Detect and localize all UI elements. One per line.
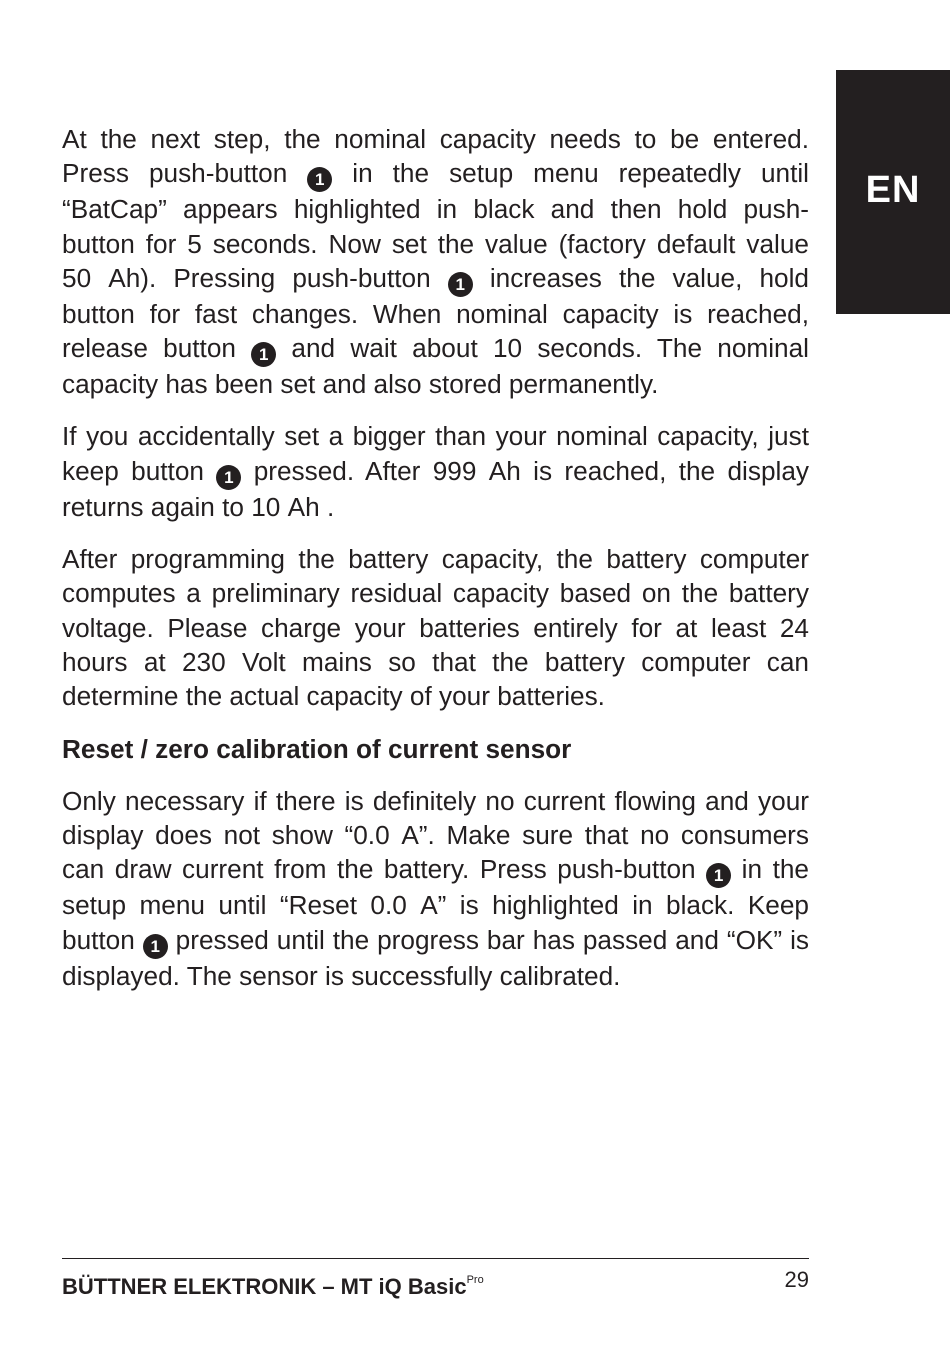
page-content xyxy=(62,122,809,1011)
text-segment: Only necessary if there is definitely no current flowing and your display does not show “0.0 A”. Make sure that no consumers can draw current from the battery. Press push-button xyxy=(62,785,809,885)
button-one-icon: 1 xyxy=(448,272,473,297)
footer-brand xyxy=(62,1266,484,1301)
paragraph-after-programming: After programming the battery capacity, the battery computer computes a preliminary residual capacity based on the battery voltage. Please charge your batteries entirely for at least 24 hours at 230 Volt mains so that the battery computer can determine the actual capacity of your batteries. xyxy=(62,544,809,712)
paragraph-capacity-overflow xyxy=(62,419,809,524)
text-segment: pressed until the progress bar has passed and “OK” is displayed. The sensor is successfully calibrated. xyxy=(62,924,809,991)
paragraph-zero-calibration xyxy=(62,784,809,993)
text-segment: in the setup menu until “Reset 0.0 A” is highlighted in black. Keep button xyxy=(62,854,810,955)
button-one-icon: 1 xyxy=(251,342,276,367)
button-one-icon: 1 xyxy=(307,167,332,192)
footer-brand-superscript: Pro xyxy=(466,1274,484,1286)
section-heading: Reset / zero calibration of current sensor xyxy=(62,733,572,764)
button-one-icon: 1 xyxy=(216,465,241,490)
button-one-icon: 1 xyxy=(143,934,168,959)
text-segment: If you accidentally set a bigger than your nominal capacity, just keep button xyxy=(62,421,809,486)
text-segment: in the setup menu repeatedly until “BatCap” appears highlighted in black and then hold push-button for 5 seconds. Now set the value (factory default value 50 Ah). Pressing push-button xyxy=(62,158,809,293)
footer-brand-text: BÜTTNER ELEKTRONIK – MT iQ Basic xyxy=(62,1274,467,1299)
language-tab xyxy=(836,70,950,314)
text-segment: At the next step, the nominal capacity needs to be entered. Press push-button xyxy=(62,124,809,189)
text-segment: and wait about 10 seconds. The nominal capacity has been set and also stored permanently. xyxy=(62,333,809,400)
button-one-icon: 1 xyxy=(706,863,731,888)
language-label: EN xyxy=(865,168,921,211)
page-number: 29 xyxy=(784,1267,809,1292)
footer-divider xyxy=(62,1258,809,1259)
text-segment: increases the value, hold button for fast changes. When nominal capacity is reached, release button xyxy=(62,262,809,364)
text-segment: pressed. After 999 Ah is reached, the display returns again to 10 Ah . xyxy=(62,455,809,522)
paragraph-nominal-capacity xyxy=(62,122,809,401)
